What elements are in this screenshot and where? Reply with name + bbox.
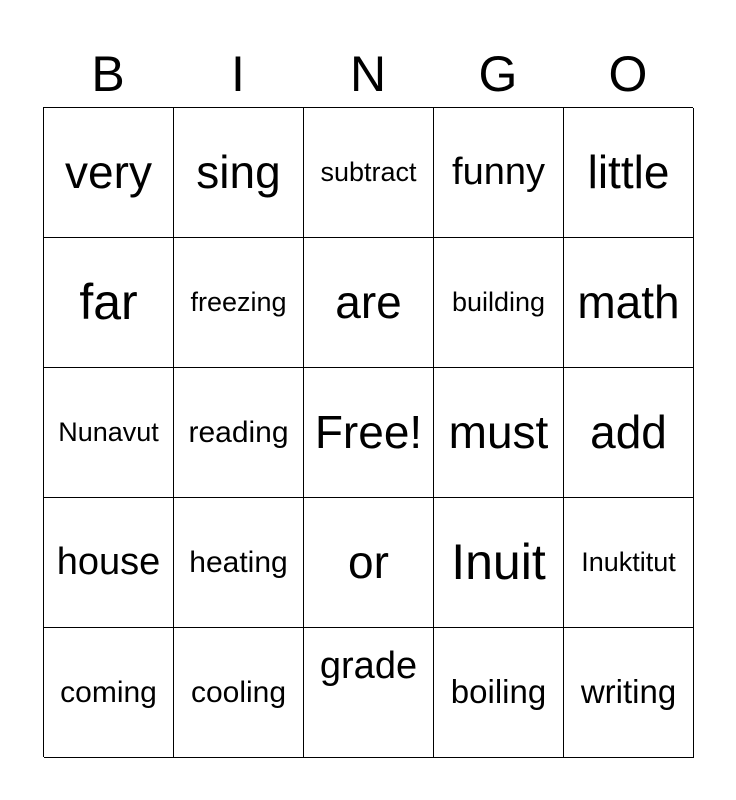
bingo-cell[interactable] [44,108,174,238]
cell-word: are [335,276,402,329]
bingo-cell[interactable] [564,498,694,628]
cell-word: math [577,276,680,329]
bingo-cell[interactable] [434,628,564,758]
header-letter-n: N [349,46,387,102]
header-letter-g: G [478,46,518,102]
cell-word: or [348,536,389,589]
bingo-cell[interactable] [434,108,564,238]
cell-word: freezing [190,286,287,317]
bingo-cell[interactable] [44,628,174,758]
bingo-cell[interactable] [434,498,564,628]
cell-word: Inuit [451,534,546,590]
cell-word: very [65,146,152,199]
cell-word: house [56,540,161,583]
cell-word: Nunavut [58,416,159,447]
bingo-header [43,40,693,108]
cell-word: sing [196,146,281,199]
bingo-cell[interactable] [174,368,304,498]
bingo-cell[interactable] [174,498,304,628]
bingo-cell[interactable] [44,368,174,498]
free-space-cell[interactable] [304,368,434,498]
bingo-cell[interactable] [434,368,564,498]
cell-word: far [79,274,138,330]
cell-word: subtract [320,156,417,187]
cell-word: add [590,406,667,459]
cell-word: writing [580,673,677,711]
cell-word: must [448,406,549,459]
header-letter-i: I [231,46,245,102]
bingo-board [43,107,693,757]
bingo-cell[interactable] [564,108,694,238]
header-letter-o: O [608,46,648,102]
bingo-cell[interactable] [564,238,694,368]
bingo-cell[interactable] [44,238,174,368]
bingo-cell[interactable] [44,498,174,628]
bingo-cell[interactable] [174,108,304,238]
cell-word: little [587,146,670,199]
bingo-cell[interactable] [434,238,564,368]
bingo-cell[interactable] [564,628,694,758]
cell-word: grade [319,645,418,687]
header-letter-b: B [91,46,125,102]
bingo-cell[interactable] [304,498,434,628]
cell-word: funny [452,150,545,193]
cell-word: building [451,286,546,317]
bingo-cell[interactable] [564,368,694,498]
bingo-cell[interactable] [304,628,434,758]
cell-word: boiling [450,673,547,711]
cell-word: reading [188,416,289,449]
cell-word: heating [189,546,288,579]
free-space-label: Free! [314,406,423,459]
bingo-cell[interactable] [174,238,304,368]
cell-word: coming [60,676,157,709]
bingo-cell[interactable] [304,108,434,238]
cell-word: Inuktitut [581,546,676,577]
cell-word: cooling [190,676,287,709]
bingo-cell[interactable] [174,628,304,758]
bingo-cell[interactable] [304,238,434,368]
